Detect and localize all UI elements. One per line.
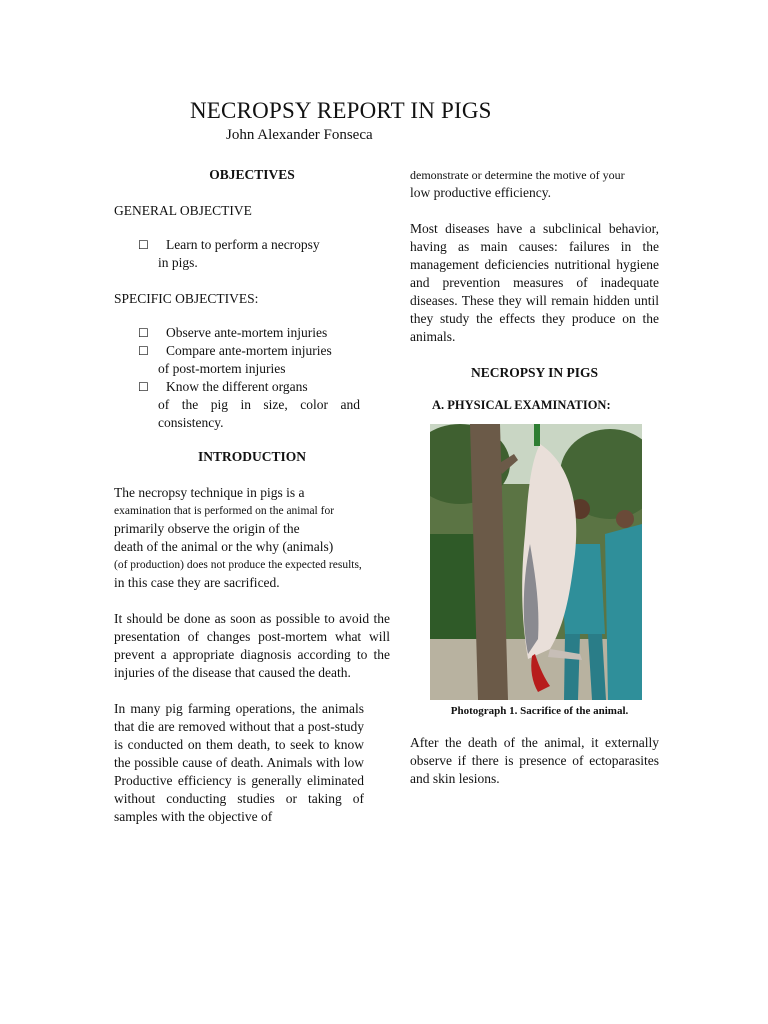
checkbox-bullet-icon: ☐	[138, 344, 149, 358]
document-title: NECROPSY REPORT IN PIGS	[190, 98, 492, 123]
author-name: John Alexander Fonseca	[226, 127, 373, 143]
paragraph-line: death of the animal or the why (animals)	[114, 539, 334, 554]
photo-caption: Photograph 1. Sacrifice of the animal.	[450, 705, 629, 717]
paragraph-line: The necropsy technique in pigs is a	[114, 485, 305, 500]
list-item-continuation: of post-mortem injuries	[158, 361, 286, 376]
general-objective-label: GENERAL OBJECTIVE	[114, 203, 252, 218]
list-item-continuation: of the pig in size, color and consistency.	[158, 397, 360, 430]
necropsy-heading: NECROPSY IN PIGS	[470, 365, 599, 380]
checkbox-bullet-icon: ☐	[138, 380, 149, 394]
objectives-heading: OBJECTIVES	[209, 167, 295, 182]
list-item-text: Observe ante-mortem injuries	[166, 325, 328, 340]
list-item-text: Learn to perform a necropsy	[166, 237, 320, 252]
diseases-paragraph: Most diseases have a subclinical behavior, having as main causes: failures in the management deficiencies nutritional hygiene and prevention measures of inadequate diseases. These they will remain hidden until they study the effects they produce on the animals.	[410, 221, 659, 344]
paragraph-line: (of production) does not produce the expected results,	[114, 559, 362, 571]
intro-paragraph-3: In many pig farming operations, the animals that die are removed without that a post-study is conducted on them death, to seek to know the possible cause of death. Animals with low Productive efficiency is generally eliminated without conducting studies or taking of samples with the objective of	[114, 701, 364, 824]
specific-objectives-label: SPECIFIC OBJECTIVES:	[114, 291, 259, 306]
checkbox-bullet-icon: ☐	[138, 238, 149, 252]
specific-objective-item	[114, 378, 390, 396]
right-column	[410, 166, 659, 788]
after-paragraph: After the death of the animal, it externally observe if there is presence of ectoparasites and skin lesions.	[410, 735, 659, 786]
general-objective-item	[114, 236, 390, 254]
physical-examination-heading: A. PHYSICAL EXAMINATION:	[432, 398, 611, 412]
paragraph-line: in this case they are sacrificed.	[114, 575, 280, 590]
intro-paragraph-2: It should be done as soon as possible to avoid the presentation of changes post-mortem what will prevent a appropriate diagnosis according to the injuries of the disease that caused the death.	[114, 611, 390, 680]
specific-objective-item	[114, 324, 390, 342]
intro-paragraph-1	[114, 484, 390, 592]
paragraph-line: examination that is performed on the animal for	[114, 505, 335, 517]
left-column	[114, 166, 390, 826]
paragraph-line: demonstrate or determine the motive of your	[410, 168, 625, 182]
introduction-heading: INTRODUCTION	[197, 449, 306, 464]
paragraph-line: low productive efficiency.	[410, 185, 551, 200]
checkbox-bullet-icon: ☐	[138, 326, 149, 340]
specific-objective-item	[114, 342, 390, 360]
list-item-continuation: in pigs.	[158, 255, 198, 270]
list-item-text: Know the different organs	[166, 379, 308, 394]
pig-sacrifice-photo	[430, 424, 642, 700]
paragraph-line: primarily observe the origin of the	[114, 521, 300, 536]
list-item-text: Compare ante-mortem injuries	[166, 343, 332, 358]
photo-illustration	[430, 424, 642, 700]
